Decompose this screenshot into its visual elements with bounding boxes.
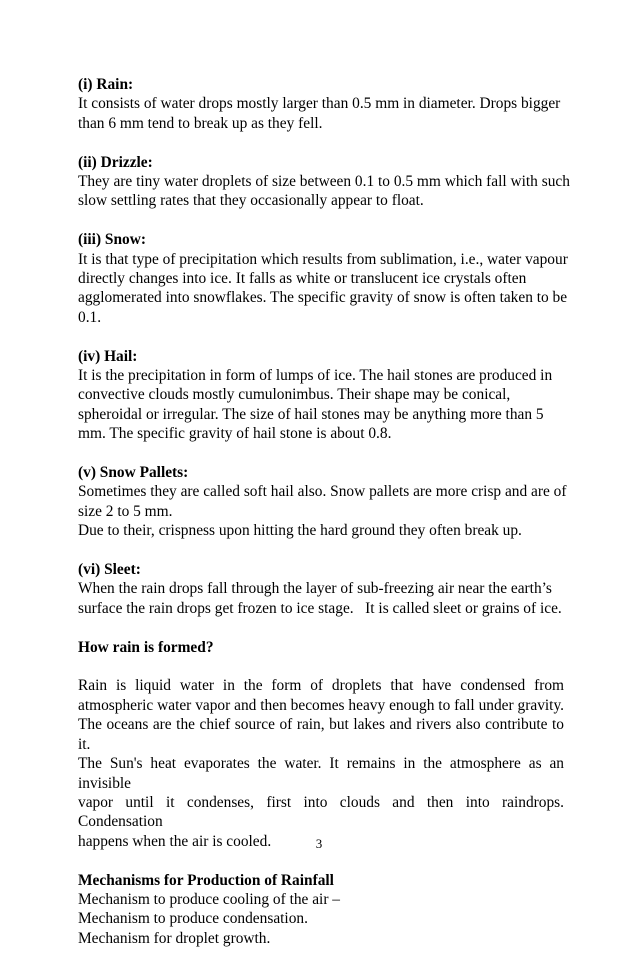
text-line: When the rain drops fall through the layer of sub-freezing air near the earth’s — [78, 580, 552, 598]
paragraph-line: happens when the air is cooled. — [78, 832, 272, 850]
paragraph-line: Rain is liquid water in the form of droplets that have condensed from — [78, 677, 564, 695]
paragraph-line: The Sun's heat evaporates the water. It remains in the atmosphere as an invisible — [78, 755, 564, 792]
section-title: (vi) Sleet: — [78, 561, 141, 579]
text-line: surface the rain drops get frozen to ice stage. It is called sleet or grains of ice. — [78, 599, 562, 617]
text-line: directly changes into ice. It falls as white or translucent ice crystals often — [78, 270, 527, 288]
section-heading: Mechanisms for Production of Rainfall — [78, 871, 334, 889]
page-number: 3 — [315, 836, 323, 851]
text-line: Due to their, crispness upon hitting the hard ground they often break up. — [78, 522, 522, 540]
text-line: size 2 to 5 mm. — [78, 502, 173, 520]
text-line: spheroidal or irregular. The size of hail stones may be anything more than 5 — [78, 405, 544, 423]
document-page — [78, 75, 570, 968]
section-mechanisms — [78, 871, 564, 949]
list-item: Mechanism to produce cooling of the air – — [78, 890, 340, 908]
text-line: convective clouds mostly cumulonimbus. Their shape may be conical, — [78, 386, 511, 404]
list-item: Mechanism to produce condensation. — [78, 910, 308, 928]
text-line: slow settling rates that they occasionally appear to float. — [78, 192, 424, 210]
section-title: (iii) Snow: — [78, 231, 146, 249]
paragraph-line: The oceans are the chief source of rain, but lakes and rivers also contribute to it. — [78, 716, 564, 753]
section-title: (v) Snow Pallets: — [78, 464, 189, 482]
paragraph-line: vapor until it condenses, first into clouds and then into raindrops. Condensation — [78, 793, 564, 831]
text-line: It is that type of precipitation which results from sublimation, i.e., water vapour — [78, 250, 568, 268]
text-line: Sometimes they are called soft hail also. Snow pallets are more crisp and are of — [78, 483, 567, 501]
section-hail — [78, 347, 564, 444]
section-drizzle — [78, 153, 570, 211]
section-snow-pallets — [78, 463, 567, 541]
text-line: They are tiny water droplets of size between 0.1 to 0.5 mm which fall with such — [78, 173, 570, 191]
rain-formation-paragraph — [78, 676, 564, 851]
section-heading: How rain is formed? — [78, 638, 214, 656]
section-title: (ii) Drizzle: — [78, 153, 153, 171]
section-snow — [78, 230, 568, 327]
text-line: than 6 mm tend to break up as they fell. — [78, 114, 323, 132]
section-rain-formation-heading — [78, 638, 564, 657]
section-title: (i) Rain: — [78, 76, 134, 93]
text-line: mm. The specific gravity of hail stone is about 0.8. — [78, 425, 392, 443]
text-line: It is the precipitation in form of lumps of ice. The hail stones are produced in — [78, 367, 553, 385]
text-line: It consists of water drops mostly larger than 0.5 mm in diameter. Drops bigger — [78, 95, 561, 113]
section-title: (iv) Hail: — [78, 347, 138, 365]
paragraph-line: atmospheric water vapor and then becomes heavy enough to fall under gravity. — [78, 696, 564, 714]
section-sleet — [78, 560, 564, 618]
list-item: Mechanism for droplet growth. — [78, 929, 271, 947]
section-rain — [78, 75, 564, 133]
text-line: agglomerated into snowflakes. The specific gravity of snow is often taken to be — [78, 289, 568, 307]
text-line: 0.1. — [78, 308, 102, 326]
